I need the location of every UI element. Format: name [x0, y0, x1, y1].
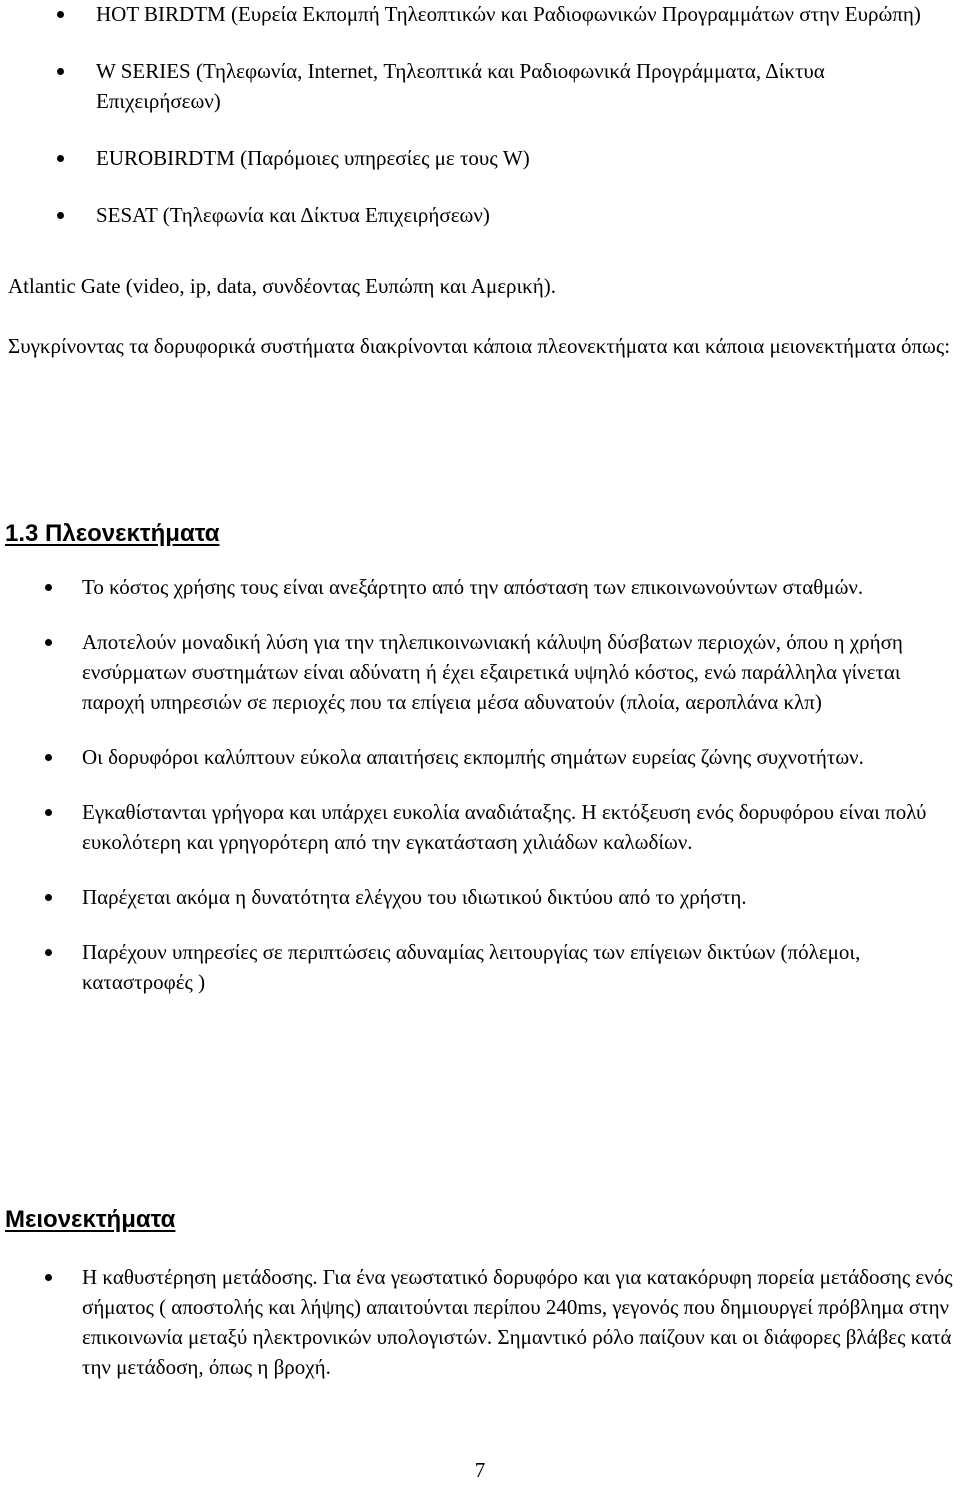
list-item: Εγκαθίστανται γρήγορα και υπάρχει ευκολία αναδιάταξης. Η εκτόξευση ενός δορυφόρου είναι πολύ ευκολότερη και γρηγορότερη από την εγκατάσταση χιλιάδων καλωδίων.	[0, 797, 960, 857]
list-item: Οι δορυφόροι καλύπτουν εύκολα απαιτήσεις εκπομπής σημάτων ευρείας ζώνης συχνοτήτων.	[0, 742, 960, 772]
list-item: EUROBIRDTM (Παρόμοιες υπηρεσίες με τους W)	[0, 143, 960, 173]
disadvantages-heading: Μειονεκτήματα	[5, 1206, 176, 1233]
intro-satellite-list	[0, 0, 960, 257]
list-item: Η καθυστέρηση μετάδοσης. Για ένα γεωστατικό δορυφόρο και για κατακόρυφη πορεία μετάδοσης ενός σήματος ( αποστολής και λήψης) απαιτούνται περίπου 240ms, γεγονός που δημιουργεί πρόβλημα στην επικοινωνία μεταξύ ηλεκτρονικών υπολογιστών. Σημαντικό ρόλο παίζουν και οι διάφορες βλάβες κατά την μετάδοση, όπως η βροχή.	[0, 1262, 960, 1382]
list-item: Το κόστος χρήσης τους είναι ανεξάρτητο από την απόσταση των επικοινωνούντων σταθμών.	[0, 572, 960, 602]
comparison-paragraph: Συγκρίνοντας τα δορυφορικά συστήματα διακρίνονται κάποια πλεονεκτήματα και κάποια μειονεκτήματα όπως:	[8, 334, 951, 358]
list-item: HOT BIRDTM (Ευρεία Εκπομπή Τηλεοπτικών και Ραδιοφωνικών Προγραμμάτων στην Ευρώπη)	[0, 0, 960, 29]
advantages-list	[0, 572, 960, 1022]
advantages-heading: 1.3 Πλεονεκτήματα	[5, 520, 220, 547]
list-item: W SERIES (Τηλεφωνία, Internet, Τηλεοπτικά και Ραδιοφωνικά Προγράμματα, Δίκτυα Επιχειρήσεων)	[0, 56, 960, 116]
disadvantages-list	[0, 1262, 960, 1382]
atlantic-gate-paragraph: Atlantic Gate (video, ip, data, συνδέοντας Ευπώπη και Αμερική).	[8, 274, 556, 298]
list-item: Παρέχεται ακόμα η δυνατότητα ελέγχου του ιδιωτικού δικτύου από το χρήστη.	[0, 882, 960, 912]
page-number: 7	[474, 1458, 486, 1482]
list-item: Αποτελούν μοναδική λύση για την τηλεπικοινωνιακή κάλυψη δύσβατων περιοχών, όπου η χρήση ενσύρματων συστημάτων είναι αδύνατη ή έχει εξαιρετικά υψηλό κόστος, ενώ παράλληλα γίνεται παροχή υπηρεσιών σε περιοχές που τα επίγεια μέσα αδυνατούν (πλοία, αεροπλάνα κλπ)	[0, 627, 960, 717]
list-item: SESAT (Τηλεφωνία και Δίκτυα Επιχειρήσεων)	[0, 200, 960, 230]
list-item: Παρέχουν υπηρεσίες σε περιπτώσεις αδυναμίας λειτουργίας των επίγειων δικτύων (πόλεμοι, καταστροφές )	[0, 937, 960, 997]
